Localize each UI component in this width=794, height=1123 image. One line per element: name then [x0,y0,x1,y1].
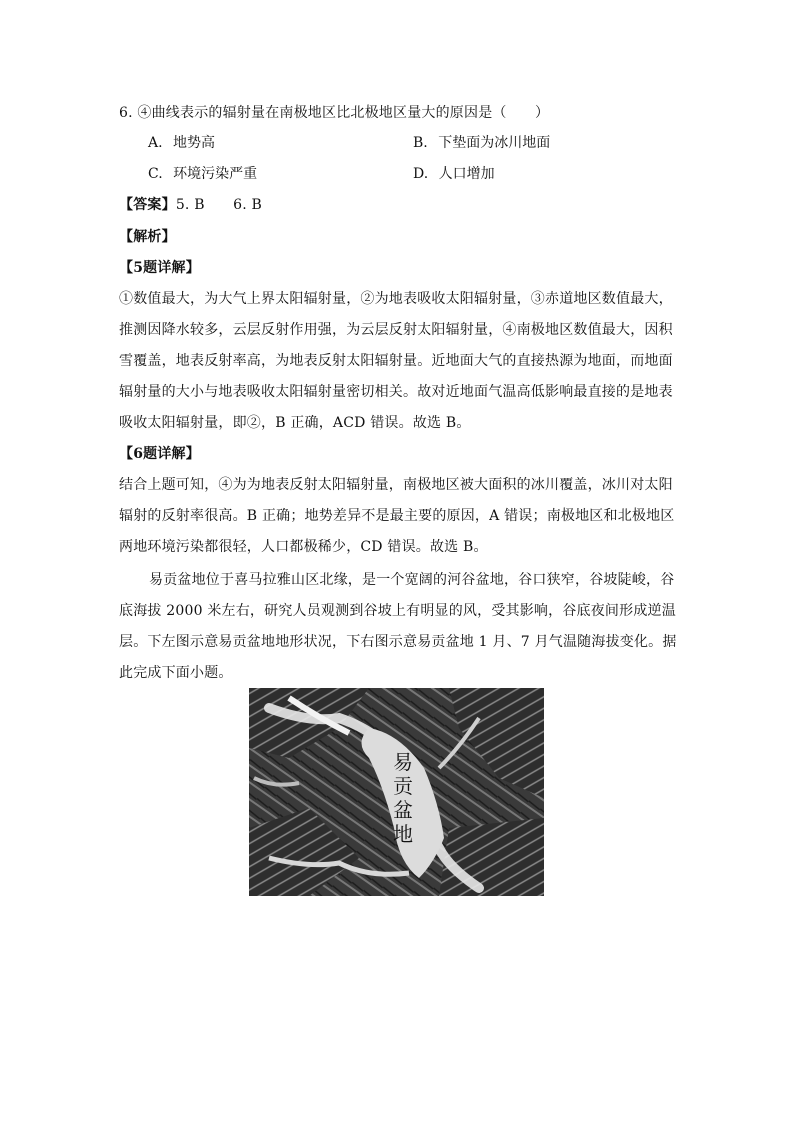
q5-detail-line: 吸收太阳辐射量，即②，B 正确，ACD 错误。故选 B。 [119,415,471,431]
answer-text: 5. B 6. B [175,197,263,213]
q5-detail-line: 雪覆盖，地表反射率高，为地表反射太阳辐射量。近地面大气的直接热源为地面，而地面 [119,353,673,369]
map-label-char: 盆 [393,798,413,822]
map-label-char: 地 [393,822,413,846]
q6-detail-label: 【6题详解】 [119,446,200,462]
map-label-char: 贡 [393,774,413,798]
intro-line: 此完成下面小题。 [119,665,233,681]
option-a-text: 地势高 [173,135,216,151]
option-a-letter: A. [148,135,163,151]
analysis-label: 【解析】 [119,229,176,245]
answer-line [119,195,262,215]
q6-detail-line: 结合上题可知，④为为地表反射太阳辐射量，南极地区被大面积的冰川覆盖，冰川对太阳 [119,477,673,493]
option-b[interactable] [413,133,550,153]
option-c[interactable] [148,164,257,184]
q5-detail-line: 辐射量的大小与地表吸收太阳辐射量密切相关。故对近地面气温高低影响最直接的是地表 [119,384,673,400]
q5-detail-line: 推测因降水较多，云层反射作用强，为云层反射太阳辐射量，④南极地区数值最大，因积 [119,322,673,338]
q5-detail-label: 【5题详解】 [119,260,200,276]
option-b-text: 下垫面为冰川地面 [438,135,551,151]
option-a[interactable] [148,133,215,153]
option-d-letter: D. [413,166,429,182]
option-c-text: 环境污染严重 [173,166,258,182]
intro-line: 底海拔 2000 米左右，研究人员观测到谷坡上有明显的风，受其影响，谷底夜间形成逆温 [119,603,676,619]
q6-detail-line: 两地环境污染都很轻，人口都极稀少，CD 错误。故选 B。 [119,539,488,555]
answer-label: 【答案】 [119,197,176,213]
intro-line: 层。下左图示意易贡盆地地形状况，下右图示意易贡盆地 1 月、7 月气温随海拔变化。据 [119,634,677,650]
intro-line: 易贡盆地位于喜马拉雅山区北缘，是一个宽阔的河谷盆地，谷口狭窄，谷坡陡峻，谷 [149,572,675,588]
question-6-stem: 6. ④曲线表示的辐射量在南极地区比北极地区量大的原因是（ ） [119,105,550,121]
q6-detail-line: 辐射的反射率很高。B 正确；地势差异不是最主要的原因，A 错误；南极地区和北极地区 [119,508,675,524]
q5-detail-line: ①数值最大，为大气上界太阳辐射量，②为地表吸收太阳辐射量，③赤道地区数值最大， [119,291,673,307]
option-d-text: 人口增加 [438,166,495,182]
option-b-letter: B. [413,135,428,151]
option-d[interactable] [413,164,495,184]
terrain-map-image [249,688,544,896]
map-label-char: 易 [393,750,413,774]
option-c-letter: C. [148,166,163,182]
yigong-basin-label [389,750,417,846]
